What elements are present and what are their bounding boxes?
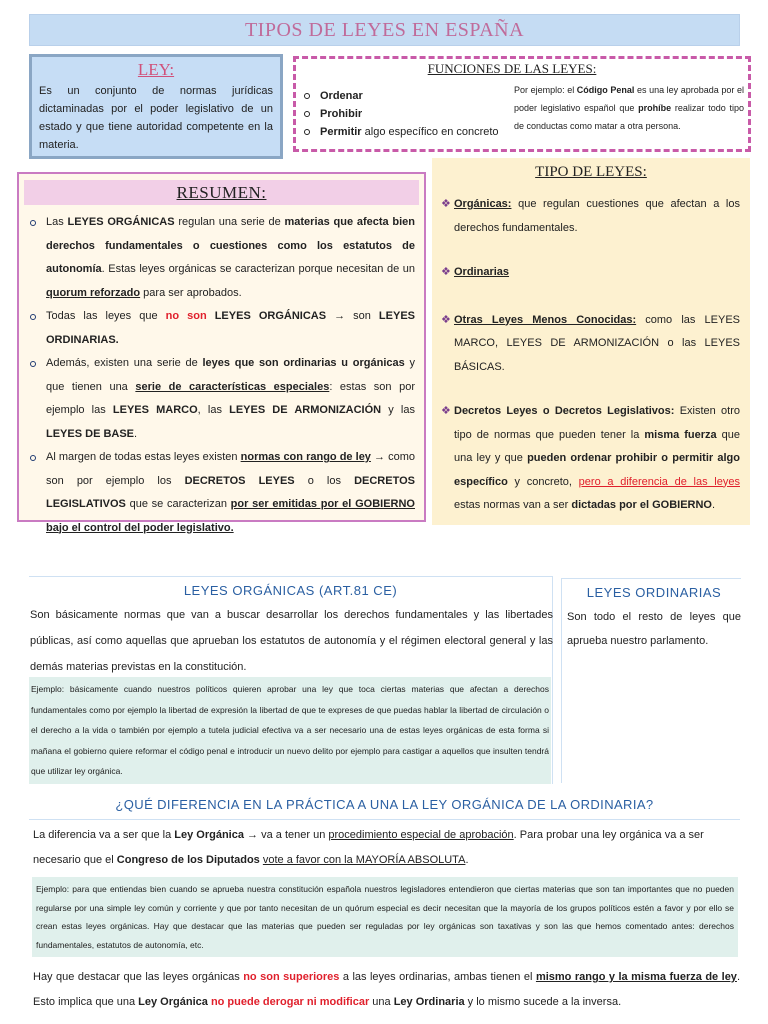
diferencia-paragraph-2: Hay que destacar que las leyes orgánicas no son superiores a las leyes ordinarias, ambas tienen el mismo rango y la misma fuerza de ley. Esto implica que una Ley Orgánica no puede derogar ni modificar una Ley Ordinaria y lo mismo sucede a la inversa. xyxy=(33,971,740,1008)
leyes-organicas-example: Ejemplo: básicamente cuando nuestros políticos quieren aprobar una ley que toca ciertas materias que afectan a derechos fundamentales como por ejemplo la libertad de expresión la libertad de que te expreses de que puedas hablar la libertad de circulación o el derecho a la vida o también por ejemplo a tutela judicial efectiva va a ser necesario una de estas leyes orgánicas de esta forma si mañana el gobierno quiere reformar el código penal e introducir un nuevo delito por ejemplo para castigar a aquellos que insulten tendrá que utilizar ley orgánica. xyxy=(29,677,551,784)
funciones-box xyxy=(293,56,751,152)
diamond-bullet-icon: ❖ xyxy=(441,313,451,326)
leyes-ordinarias-text: Son todo el resto de leyes que aprueba nuestro parlamento. xyxy=(567,611,741,647)
funcion-ordenar: Ordenar xyxy=(302,87,512,105)
funciones-list xyxy=(302,87,512,141)
resumen-heading: RESUMEN: xyxy=(176,182,267,202)
title-bar xyxy=(29,14,740,46)
diferencia-paragraph-1: La diferencia va a ser que la Ley Orgánica → va a tener un procedimiento especial de aprobación. Para probar una ley orgánica va a ser necesario que el Congreso de los Diputados vote a favor con la MAYORÍA ABSOLUTA. xyxy=(33,829,704,866)
resumen-list xyxy=(24,211,419,540)
leyes-organicas-text: Son básicamente normas que van a buscar desarrollar los derechos fundamentales y las libertades públicas, así como aquellas que aprueban los estatutos de autonomía y el régimen electoral general y las demás materias previstas en la constitución. xyxy=(30,609,553,673)
tipo-item-decretos: ❖ Decretos Leyes o Decretos Legislativos: Existen otro tipo de normas que pueden tener la misma fuerza que una ley y que pueden ordenar prohibir o permitir algo específico y concreto, pero a diferencia de las leyes estas normas van a ser dictadas por el GOBIERNO. xyxy=(440,400,742,518)
resumen-item: Al margen de todas estas leyes existen normas con rango de ley → como son por ejemplo los DECRETOS LEYES o los DECRETOS LEGISLATIVOS que se caracterizan por ser emitidas por el GOBIERNO bajo el control del poder legislativo. xyxy=(24,446,419,540)
funcion-prohibir: Prohibir xyxy=(302,105,512,123)
resumen-item: Todas las leyes que no son LEYES ORGÁNICAS → son LEYES ORDINARIAS. xyxy=(24,305,419,352)
diferencia-example: Ejemplo: para que entiendas bien cuando se aprueba nuestra constitución española nuestros legisladores entendieron que ciertas materias que son tan importantes que no pueden regularse por una simple ley común y corriente y que por tanto necesitan de un quórum especial es decir necesitan que la mayoría de los grupos políticos estén a favor y por ello se crean estas leyes orgánicas. Hay que destacar que las materias que pueden ser reguladas por ley orgánicas son taxativas y son las que hemos comentado antes: derechos fundamentales, estatutos de autonomía, etc. xyxy=(32,877,738,957)
ley-heading: LEY: xyxy=(137,60,175,79)
resumen-item: Además, existen una serie de leyes que son ordinarias u orgánicas y que tienen una serie de características especiales: estas son por ejemplo las LEYES MARCO, las LEYES DE ARMONIZACIÓN y las LEYES DE BASE. xyxy=(24,352,419,446)
tipo-item-ordinarias: ❖ Ordinarias xyxy=(440,261,742,285)
diamond-bullet-icon: ❖ xyxy=(441,405,451,417)
leyes-organicas-heading: LEYES ORGÁNICAS (ART.81 CE) xyxy=(183,583,398,598)
funciones-heading: FUNCIONES DE LAS LEYES: xyxy=(427,61,597,76)
leyes-ordinarias-section xyxy=(561,578,741,783)
leyes-ordinarias-heading: LEYES ORDINARIAS xyxy=(586,585,722,600)
resumen-box xyxy=(17,172,426,534)
diamond-bullet-icon: ❖ xyxy=(441,266,451,278)
tipo-item-otras: ❖ Otras Leyes Menos Conocidas: como las LEYES MARCO, LEYES DE ARMONIZACIÓN o las LEYES BÁSICAS. xyxy=(440,309,742,380)
leyes-organicas-section xyxy=(29,576,553,784)
tipo-leyes-box xyxy=(432,158,750,525)
page-title: TIPOS DE LEYES EN ESPAÑA xyxy=(244,18,525,41)
diferencia-heading: ¿QUÉ DIFERENCIA EN LA PRÁCTICA A UNA LA LEY ORGÁNICA DE LA ORDINARIA? xyxy=(115,797,654,812)
tipo-leyes-heading: TIPO DE LEYES: xyxy=(535,164,647,180)
funciones-example: Por ejemplo: el Código Penal es una ley aprobada por el poder legislativo español que prohíbe realizar todo tipo de conductas como matar a otra persona. xyxy=(514,81,744,135)
resumen-item: Las LEYES ORGÁNICAS regulan una serie de materias que afecta bien derechos fundamentales o cuestiones como los estatutos de autonomía. Estas leyes orgánicas se caracterizan porque necesitan de un quorum reforzado para ser aprobados. xyxy=(24,211,419,305)
funcion-permitir: Permitir algo específico en concreto xyxy=(302,123,512,141)
resumen-header xyxy=(24,180,419,205)
tipo-item-organicas: ❖ Orgánicas: que regulan cuestiones que afectan a los derechos fundamentales. xyxy=(440,193,742,240)
diferencia-section xyxy=(29,819,740,1020)
ley-definition-box xyxy=(29,54,283,159)
ley-definition-text: Es un conjunto de normas jurídicas dictaminadas por el poder legislativo de un estado y que tiene autoridad competente en la materia. xyxy=(39,85,273,151)
diamond-bullet-icon: ❖ xyxy=(441,198,451,210)
